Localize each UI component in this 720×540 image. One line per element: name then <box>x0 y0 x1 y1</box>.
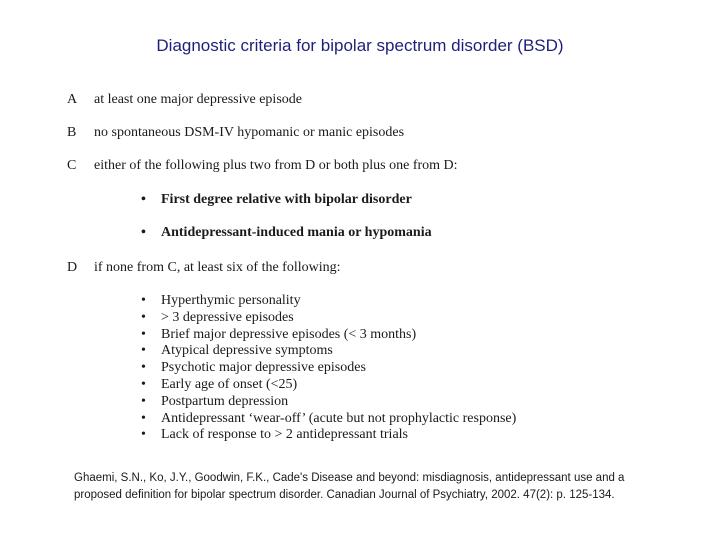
list-item: • Postpartum depression <box>141 393 289 409</box>
list-item: • > 3 depressive episodes <box>141 309 294 325</box>
criterion-a <box>67 92 667 108</box>
list-item: • First degree relative with bipolar disorder <box>141 192 412 207</box>
criterion-letter: A <box>67 92 78 107</box>
list-item: • Atypical depressive symptoms <box>141 343 333 359</box>
list-item: • Lack of response to > 2 antidepressant trials <box>141 427 408 443</box>
bullet-icon: • <box>141 225 146 240</box>
criterion-text: no spontaneous DSM-IV hypomanic or manic episodes <box>94 125 405 140</box>
bullet-icon: • <box>141 343 146 359</box>
criterion-text: if none from C, at least six of the following: <box>94 260 341 275</box>
criterion-text: at least one major depressive episode <box>94 92 302 107</box>
bullet-icon: • <box>141 376 146 392</box>
bullet-icon: • <box>141 427 146 443</box>
criterion-letter: C <box>67 158 77 173</box>
list-item: • Psychotic major depressive episodes <box>141 360 366 376</box>
list-item: • Hyperthymic personality <box>141 293 301 308</box>
criterion-b <box>67 125 667 141</box>
bullet-icon: • <box>141 309 146 325</box>
criterion-c <box>67 158 667 174</box>
reference-citation: Ghaemi, S.N., Ko, J.Y., Goodwin, F.K., Cade's Disease and beyond: misdiagnosis, antidepressant use and a proposed definition for bipolar spectrum disorder. Canadian Journal of Psychiatry, 2002. 47(2): p. 125-134. <box>74 472 625 501</box>
bullet-icon: • <box>141 393 146 409</box>
criterion-d <box>67 260 667 276</box>
criterion-letter: B <box>67 125 77 140</box>
criterion-d-list <box>141 293 516 444</box>
list-item: • Brief major depressive episodes (< 3 months) <box>141 326 417 342</box>
list-item: • Early age of onset (<25) <box>141 376 298 392</box>
criterion-letter: D <box>67 260 78 275</box>
bullet-icon: • <box>141 192 146 207</box>
list-item: • Antidepressant ‘wear-off’ (acute but not prophylactic response) <box>141 410 517 426</box>
bullet-icon: • <box>141 326 146 342</box>
bullet-icon: • <box>141 293 146 308</box>
page-title: Diagnostic criteria for bipolar spectrum disorder (BSD) <box>156 36 564 55</box>
bullet-icon: • <box>141 360 146 376</box>
list-item: • Antidepressant-induced mania or hypomania <box>141 225 432 240</box>
criterion-text: either of the following plus two from D or both plus one from D: <box>94 158 458 173</box>
bullet-icon: • <box>141 410 146 426</box>
